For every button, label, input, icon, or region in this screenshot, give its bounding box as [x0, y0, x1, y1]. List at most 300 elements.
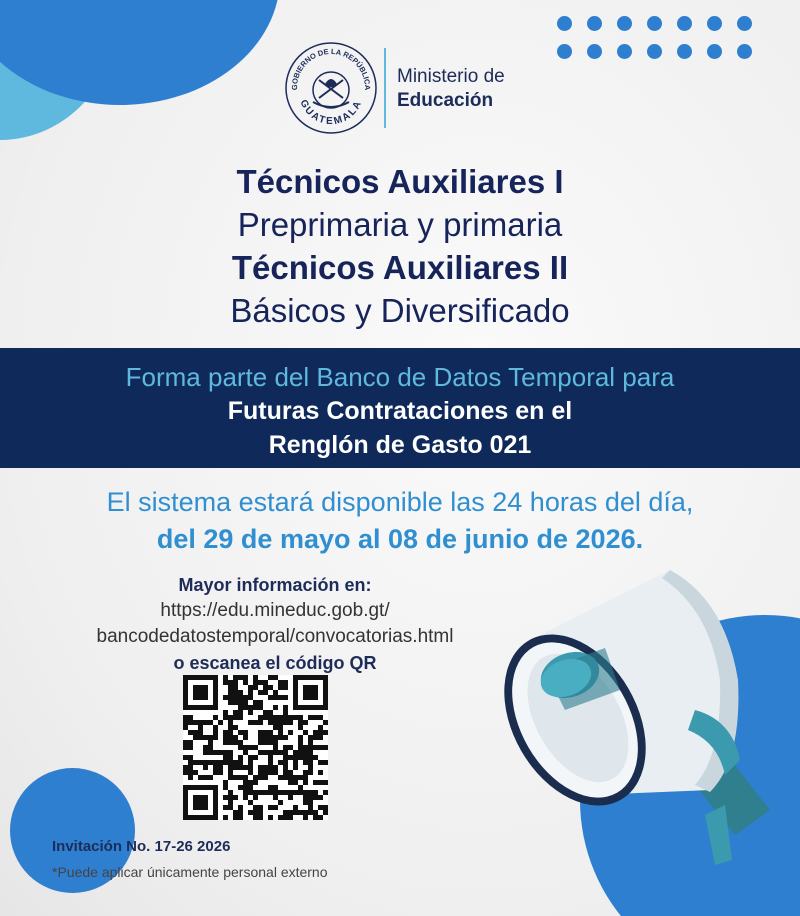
qr-module: [293, 810, 298, 815]
qr-module: [213, 765, 218, 770]
qr-module: [183, 790, 188, 795]
qr-module: [268, 770, 273, 775]
qr-module: [308, 695, 313, 700]
qr-module: [293, 715, 298, 720]
qr-module: [293, 805, 298, 810]
qr-module: [228, 770, 233, 775]
qr-module: [278, 725, 283, 730]
qr-module: [313, 745, 318, 750]
qr-module: [228, 760, 233, 765]
ministry-name-line2: Educación: [397, 90, 494, 111]
qr-module: [278, 750, 283, 755]
qr-module: [268, 720, 273, 725]
invitation-number: Invitación No. 17-26 2026: [52, 838, 231, 855]
qr-module: [313, 715, 318, 720]
qr-module: [323, 810, 328, 815]
qr-module: [283, 775, 288, 780]
qr-module: [238, 755, 243, 760]
qr-module: [318, 745, 323, 750]
qr-module: [243, 680, 248, 685]
qr-module: [183, 765, 188, 770]
qr-module: [183, 800, 188, 805]
qr-module: [308, 750, 313, 755]
qr-module: [278, 775, 283, 780]
qr-module: [308, 810, 313, 815]
qr-module: [193, 675, 198, 680]
qr-module: [303, 720, 308, 725]
qr-module: [183, 700, 188, 705]
qr-module: [273, 675, 278, 680]
qr-module: [238, 675, 243, 680]
qr-module: [318, 705, 323, 710]
qr-module: [263, 735, 268, 740]
qr-module: [273, 785, 278, 790]
qr-module: [213, 750, 218, 755]
qr-module: [323, 695, 328, 700]
decor-dot: [737, 44, 752, 59]
qr-module: [283, 705, 288, 710]
ministry-logo: [283, 40, 513, 140]
qr-module: [303, 775, 308, 780]
qr-module: [208, 705, 213, 710]
qr-module: [268, 815, 273, 820]
qr-code-icon[interactable]: [183, 675, 328, 820]
qr-module: [298, 715, 303, 720]
qr-module: [288, 775, 293, 780]
qr-module: [308, 685, 313, 690]
qr-module: [263, 765, 268, 770]
qr-module: [233, 710, 238, 715]
qr-module: [183, 785, 188, 790]
qr-module: [208, 745, 213, 750]
qr-module: [303, 745, 308, 750]
qr-module: [303, 780, 308, 785]
qr-module: [313, 685, 318, 690]
qr-module: [208, 750, 213, 755]
qr-module: [233, 740, 238, 745]
info-url-line-2[interactable]: bancodedatostemporal/convocatorias.html: [96, 626, 454, 647]
qr-module: [323, 745, 328, 750]
qr-module: [273, 750, 278, 755]
qr-module: [213, 685, 218, 690]
qr-prompt: o escanea el código QR: [173, 653, 377, 673]
qr-module: [318, 715, 323, 720]
qr-module: [198, 815, 203, 820]
qr-module: [278, 730, 283, 735]
eligibility-note: *Puede aplicar únicamente personal externo: [52, 864, 328, 880]
qr-module: [228, 755, 233, 760]
title-line-1: Técnicos Auxiliares I: [236, 163, 564, 200]
qr-module: [313, 810, 318, 815]
qr-module: [288, 730, 293, 735]
qr-module: [273, 695, 278, 700]
qr-module: [198, 725, 203, 730]
qr-module: [253, 780, 258, 785]
qr-module: [183, 795, 188, 800]
qr-module: [228, 735, 233, 740]
qr-module: [223, 780, 228, 785]
qr-module: [223, 785, 228, 790]
qr-module: [318, 675, 323, 680]
qr-module: [283, 680, 288, 685]
qr-module: [238, 765, 243, 770]
qr-module: [233, 685, 238, 690]
qr-module: [238, 740, 243, 745]
qr-module: [248, 800, 253, 805]
qr-module: [203, 675, 208, 680]
qr-module: [213, 705, 218, 710]
qr-module: [193, 815, 198, 820]
qr-module: [248, 690, 253, 695]
qr-module: [203, 685, 208, 690]
qr-module: [308, 790, 313, 795]
qr-module: [183, 705, 188, 710]
qr-module: [303, 750, 308, 755]
qr-module: [188, 675, 193, 680]
qr-module: [308, 735, 313, 740]
qr-module: [183, 745, 188, 750]
decor-dot: [617, 44, 632, 59]
decor-dot: [587, 44, 602, 59]
qr-module: [193, 720, 198, 725]
qr-module: [318, 735, 323, 740]
qr-module: [193, 695, 198, 700]
qr-module: [188, 740, 193, 745]
qr-module: [248, 685, 253, 690]
qr-module: [318, 805, 323, 810]
qr-module: [308, 795, 313, 800]
qr-module: [318, 780, 323, 785]
qr-module: [263, 750, 268, 755]
qr-module: [203, 765, 208, 770]
qr-module: [308, 740, 313, 745]
qr-module: [253, 805, 258, 810]
qr-module: [283, 750, 288, 755]
qr-module: [228, 730, 233, 735]
qr-module: [248, 785, 253, 790]
decor-dot: [617, 16, 632, 31]
qr-module: [293, 680, 298, 685]
qr-module: [323, 705, 328, 710]
qr-module: [243, 765, 248, 770]
qr-module: [228, 790, 233, 795]
qr-module: [253, 745, 258, 750]
qr-module: [238, 760, 243, 765]
qr-module: [208, 735, 213, 740]
qr-module: [298, 755, 303, 760]
qr-module: [273, 720, 278, 725]
qr-module: [298, 735, 303, 740]
qr-module: [223, 680, 228, 685]
qr-module: [313, 690, 318, 695]
qr-module: [233, 700, 238, 705]
availability-text: [0, 484, 800, 558]
qr-module: [198, 730, 203, 735]
decor-dot: [677, 16, 692, 31]
qr-module: [198, 675, 203, 680]
qr-module: [213, 675, 218, 680]
qr-module: [233, 715, 238, 720]
qr-module: [203, 760, 208, 765]
qr-module: [188, 815, 193, 820]
qr-module: [298, 750, 303, 755]
qr-module: [228, 695, 233, 700]
qr-module: [268, 785, 273, 790]
qr-module: [283, 755, 288, 760]
qr-module: [238, 785, 243, 790]
qr-module: [208, 720, 213, 725]
qr-module: [213, 690, 218, 695]
qr-module: [303, 755, 308, 760]
qr-module: [223, 735, 228, 740]
qr-module: [323, 690, 328, 695]
qr-module: [188, 715, 193, 720]
title-line-3: Técnicos Auxiliares II: [231, 249, 569, 286]
qr-module: [283, 685, 288, 690]
qr-module: [273, 805, 278, 810]
qr-module: [313, 675, 318, 680]
qr-module: [293, 760, 298, 765]
qr-module: [228, 800, 233, 805]
qr-module: [208, 785, 213, 790]
qr-module: [183, 695, 188, 700]
qr-module: [248, 710, 253, 715]
qr-module: [238, 805, 243, 810]
qr-module: [323, 780, 328, 785]
qr-module: [273, 735, 278, 740]
qr-module: [308, 745, 313, 750]
qr-module: [283, 695, 288, 700]
qr-module: [218, 720, 223, 725]
qr-module: [228, 765, 233, 770]
decor-dot: [707, 16, 722, 31]
qr-module: [303, 790, 308, 795]
qr-module: [213, 695, 218, 700]
qr-module: [188, 770, 193, 775]
qr-module: [323, 685, 328, 690]
qr-module: [293, 705, 298, 710]
qr-module: [323, 730, 328, 735]
qr-module: [308, 715, 313, 720]
qr-module: [263, 680, 268, 685]
qr-module: [283, 770, 288, 775]
qr-module: [233, 735, 238, 740]
qr-module: [263, 715, 268, 720]
qr-module: [288, 795, 293, 800]
qr-module: [263, 685, 268, 690]
svg-text:GUATEMALA: GUATEMALA: [297, 98, 365, 128]
qr-module: [258, 720, 263, 725]
qr-module: [323, 760, 328, 765]
qr-module: [268, 695, 273, 700]
qr-module: [273, 725, 278, 730]
qr-module: [263, 775, 268, 780]
qr-module: [213, 680, 218, 685]
qr-module: [283, 815, 288, 820]
qr-module: [323, 805, 328, 810]
band-line-2: Futuras Contrataciones en el: [227, 397, 573, 425]
qr-module: [298, 785, 303, 790]
qr-module: [188, 745, 193, 750]
qr-module: [273, 715, 278, 720]
qr-module: [253, 815, 258, 820]
qr-module: [293, 780, 298, 785]
qr-module: [318, 725, 323, 730]
qr-module: [223, 715, 228, 720]
qr-module: [183, 810, 188, 815]
qr-module: [223, 740, 228, 745]
qr-module: [288, 745, 293, 750]
qr-module: [188, 755, 193, 760]
qr-module: [233, 690, 238, 695]
qr-module: [318, 815, 323, 820]
qr-module: [233, 810, 238, 815]
qr-module: [283, 745, 288, 750]
qr-module: [248, 745, 253, 750]
qr-module: [268, 805, 273, 810]
qr-module: [203, 690, 208, 695]
qr-module: [293, 765, 298, 770]
qr-module: [223, 695, 228, 700]
qr-module: [258, 810, 263, 815]
qr-module: [298, 790, 303, 795]
decor-dot: [587, 16, 602, 31]
qr-module: [273, 705, 278, 710]
qr-module: [223, 730, 228, 735]
qr-module: [283, 765, 288, 770]
qr-module: [188, 765, 193, 770]
qr-module: [298, 740, 303, 745]
qr-module: [213, 800, 218, 805]
qr-module: [298, 705, 303, 710]
qr-module: [203, 705, 208, 710]
qr-module: [283, 790, 288, 795]
qr-module: [258, 690, 263, 695]
qr-module: [268, 735, 273, 740]
qr-module: [268, 755, 273, 760]
qr-module: [198, 795, 203, 800]
qr-module: [203, 775, 208, 780]
qr-module: [198, 775, 203, 780]
qr-module: [313, 780, 318, 785]
qr-module: [188, 785, 193, 790]
qr-module: [228, 685, 233, 690]
qr-module: [263, 740, 268, 745]
qr-module: [293, 775, 298, 780]
qr-module: [263, 710, 268, 715]
qr-module: [278, 680, 283, 685]
qr-module: [198, 735, 203, 740]
qr-module: [213, 700, 218, 705]
qr-module: [318, 795, 323, 800]
qr-module: [323, 790, 328, 795]
qr-module: [208, 740, 213, 745]
qr-module: [238, 810, 243, 815]
qr-module: [303, 815, 308, 820]
qr-module: [223, 760, 228, 765]
qr-module: [193, 760, 198, 765]
qr-module: [253, 685, 258, 690]
qr-module: [243, 785, 248, 790]
qr-module: [253, 795, 258, 800]
qr-module: [223, 750, 228, 755]
qr-module: [278, 685, 283, 690]
qr-module: [268, 715, 273, 720]
qr-module: [208, 675, 213, 680]
qr-module: [243, 730, 248, 735]
qr-module: [303, 730, 308, 735]
qr-module: [308, 805, 313, 810]
qr-module: [318, 770, 323, 775]
qr-module: [253, 675, 258, 680]
qr-module: [273, 745, 278, 750]
qr-module: [273, 790, 278, 795]
qr-module: [253, 700, 258, 705]
qr-module: [278, 735, 283, 740]
qr-module: [183, 690, 188, 695]
qr-module: [283, 760, 288, 765]
qr-module: [238, 710, 243, 715]
qr-module: [288, 790, 293, 795]
qr-module: [248, 780, 253, 785]
qr-module: [193, 770, 198, 775]
qr-module: [298, 745, 303, 750]
qr-module: [308, 675, 313, 680]
qr-module: [233, 765, 238, 770]
qr-module: [198, 695, 203, 700]
qr-module: [263, 730, 268, 735]
info-url-line-1[interactable]: https://edu.mineduc.gob.gt/: [160, 600, 390, 621]
qr-module: [288, 770, 293, 775]
qr-module: [243, 700, 248, 705]
qr-module: [278, 815, 283, 820]
qr-module: [243, 790, 248, 795]
qr-module: [223, 755, 228, 760]
qr-module: [203, 795, 208, 800]
qr-module: [203, 750, 208, 755]
qr-module: [218, 770, 223, 775]
qr-module: [273, 740, 278, 745]
qr-module: [303, 800, 308, 805]
qr-module: [283, 710, 288, 715]
qr-module: [228, 725, 233, 730]
qr-module: [198, 705, 203, 710]
qr-module: [248, 755, 253, 760]
qr-module: [228, 805, 233, 810]
qr-module: [313, 735, 318, 740]
qr-module: [268, 730, 273, 735]
qr-module: [228, 715, 233, 720]
qr-module: [243, 775, 248, 780]
qr-module: [248, 705, 253, 710]
qr-module: [183, 685, 188, 690]
qr-module: [213, 760, 218, 765]
qr-module: [303, 675, 308, 680]
qr-module: [308, 760, 313, 765]
qr-module: [223, 675, 228, 680]
qr-module: [208, 815, 213, 820]
qr-module: [293, 675, 298, 680]
qr-module: [238, 815, 243, 820]
qr-module: [278, 715, 283, 720]
qr-module: [258, 790, 263, 795]
qr-module: [258, 775, 263, 780]
qr-module: [293, 750, 298, 755]
qr-module: [298, 675, 303, 680]
qr-module: [238, 695, 243, 700]
qr-module: [293, 700, 298, 705]
decor-dot: [707, 44, 722, 59]
